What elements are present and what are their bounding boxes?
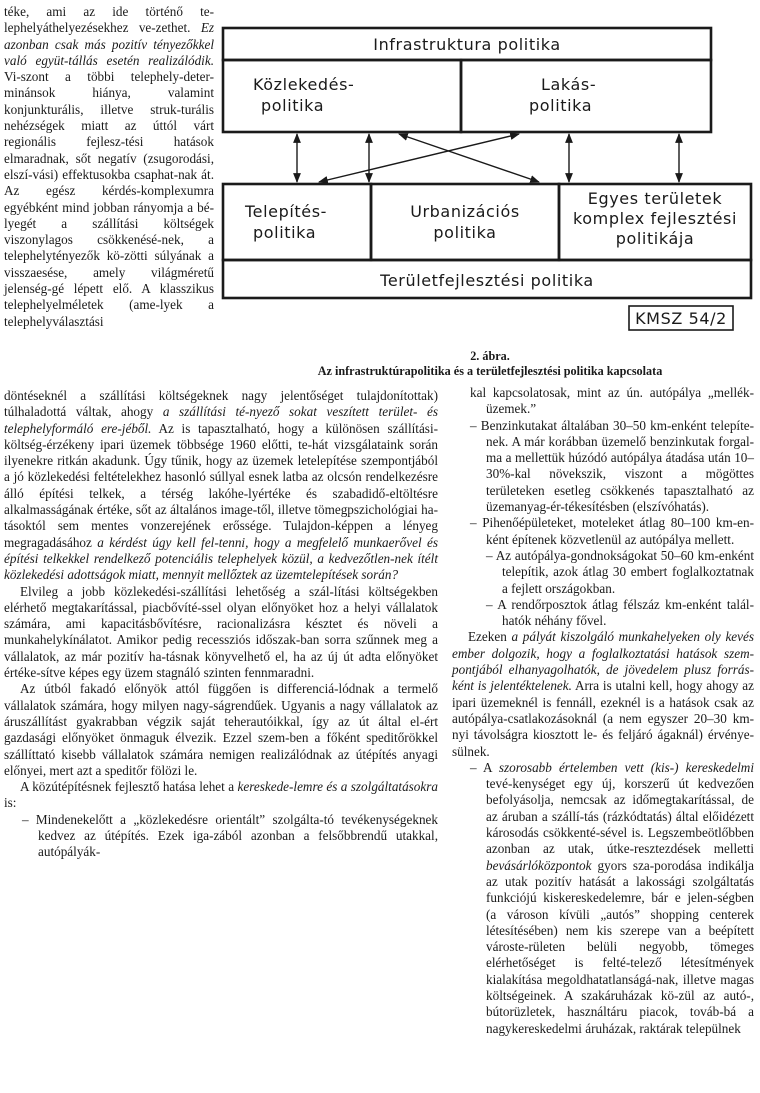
text-run: – A — [470, 759, 499, 775]
text-run: – A rendőrposztok átlag félszáz km-enként talál-hatók néhány fővel. — [486, 596, 754, 629]
list-item — [452, 385, 754, 418]
text-run: kal kapcsolatosak, mint az ún. autópálya „mellék-üzemek.” — [470, 385, 754, 417]
right-column — [452, 385, 754, 1037]
text-run: tevé-kenységet egy új, korszerű út kedvezően befolyásolja, nemcsak az időmegtakarítással, de az áruban a szállí-tás (rázkódtatás) által előidézett károsodás csökkenté-sével is. Legszembeötlőbben azonban az utak, útke-resztezdések melletti — [486, 776, 754, 857]
box-settlement — [223, 184, 371, 260]
text-run: téke, ami az ide történő te-lephelyáthelyezésekhez ve-zethet. — [4, 4, 214, 36]
text-run: – Mindenekelőtt a „közlekedésre orientált” szolgálta-tó tevékenységeknek kedvez az útépítés. Ezek iga-zából azonban a felsőbbrendű utakkal, autópályák- — [22, 811, 438, 860]
label-urbanization: Urbanizációs politika — [410, 202, 520, 242]
box-urbanization — [371, 184, 559, 260]
label-settlement: Telepítés-politika — [245, 202, 328, 242]
label-transport: Közlekedés-politika — [253, 75, 355, 115]
text-run: Vi-szont a többi telephely-deter-minánsok hiánya, valamint konjunkturális, illetve struk-turális nehézségek miatt az úttól várt regionális fejlesz-tési hatások elmaradnak, sőt negatív (zsugorodási, elszí-vási) effektusokba csaphat-nak át. Az egész kérdés-komplexumra egyébként mind jobban rányomja a bé-lyegét a szállítási költségek viszonylagos csökkenésé-nek, a telephelytényezők kö-zötti súlyának a visszaesése, amely világméretű jelenség-gé lépett elő. A klasszikus telephelyelméletek (ame-lyek a telephelyválasztási — [4, 69, 214, 329]
list-item — [452, 597, 754, 630]
paragraph — [452, 629, 754, 759]
emphasis-text: bevásárlóközpontok — [486, 857, 592, 873]
text-run: döntéseknél a szállítási költségeknek nagy jelentőséget tulajdonítottak) túlhaladottá váltak, ahogy — [4, 388, 438, 420]
text-run: Az útból fakadó előnyök attól függően is differenciá-lódnak a termelő vállalatok számára, hogy milyen nagy-ságrendűek. Ugyanis a nagy vállalatok az áruszállítást gyakrabban végzik saját teherautóikkal, így az út által el-ért gazdasági előnyöket önmaguk élvezik. Ezzel szem-ben a főként speditőrökkel szállíttató kisebb vállalatok számára nemigen realizálódnak az útépítés anyagi előnyei, mert azt a speditőr fölözi le. — [4, 681, 438, 778]
text-run: – Az autópálya-gondnokságokat 50–60 km-enként telepítik, azok átlag 30 embert foglalkoztatnak a fejlett országokban. — [486, 547, 754, 596]
emphasis-text: kereskede-lemre és a szolgáltatásokra — [237, 779, 438, 795]
figure-caption — [220, 349, 760, 378]
emphasis-text: szorosabb értelemben vett (kis-) kereskedelmi — [498, 759, 754, 775]
infrastructure-diagram — [219, 20, 759, 360]
list-item — [4, 812, 438, 861]
text-run: Elvileg a jobb közlekedési-szállítási lehetőség a szál-lítási költségekben elérhető megtakarítással, piacbővíté-ssel olyan előnyöket hoz a helyi vállalatok számára, ami kapacitásbővítésre, racionalizásra késztet és növeli a munkahelykínálatot. Amikor pedig recessziós időszak-ban sorra szűnnek meg a vállalatok, az már pozitív ha-tásnak könyvelhető el, ha az új út adta előnyöket értéke-sítve képes egy üzem stagnáló szinten fennmaradni. — [4, 583, 438, 681]
paragraph — [4, 681, 438, 779]
text-run: – Benzinkutakat általában 30–50 km-enként telepíte-nek. A már korábban üzemelő benzinkutak forgal-ma a mellettük húzódó autópálya átadása után 10–30%-kal növekszik, viszont a mögöttes területeken esetleg csökkenés tapasztalható az üzemanyag-ér-tékesítésben (elszívóhatás). — [470, 417, 754, 515]
left-column-bottom — [4, 388, 438, 861]
box-transport — [223, 60, 461, 132]
list-item — [452, 548, 754, 597]
list-item — [452, 515, 754, 548]
text-run: Az is tapasztalható, hogy a különösen szállítási-költség-érzékeny ipari üzemek többsége 1960 előtti, te-hát vizsgálataink során ilyenekre ritkán akadunk. Úgy tűnik, hogy az üzemek letelepítése szempontjából a jó közlekedési feltételekhez hasonló súllyal esnek latba az olcsón rendelkezésre álló építési telkek, a térség lakóhe-lyértékе és szabadidő-eltöltésre alkalmasságának értéke, sőt az általános image-től, illetve tömegpszichológiai ha-tásoktól sem mentes vonzerejének erőssége. Tulajdon-képpen a lényeg megragadásához — [4, 420, 438, 550]
code-stamp: KMSZ 54/2 — [635, 309, 727, 328]
label-infrastructure: Infrastruktura politika — [373, 35, 561, 54]
paragraph — [4, 584, 438, 682]
text-run: gyors sza-porodása indikálja az utak pozitív hatását a lakossági szolgáltatás funkciójú kiskereskedelemre, bár e jelen-ségben (a városon kívüli „autós” shopping centerek létesítésében) nem kis szerepe van a beépített városte-rületen belüli negyobb, tömeges elérhetőséget is felté-telező létesítmények kialakítása megoldhatatlanságá-nak, illetve magas költségeinek. A szakáruházak kö-zül az autó-, bútorüzletek, használtáru piacok, továb-bá a nagykereskedelmi áruházak, raktárak települnek — [486, 857, 754, 1036]
text-run: Ezeken — [468, 629, 512, 645]
label-complex-development: Egyes területek komplex fejlesztési politikája — [572, 189, 738, 248]
emphasis-text: a szállítási té-nyező sokat veszített terület- és telephelyformáló ere-jéből. — [4, 404, 438, 436]
diagram-arrows — [297, 134, 679, 182]
text-run: is: — [4, 795, 17, 811]
emphasis-text: Ez azonban csak más pozitív tényezőkkel való együt-tállás esetén realizálódik. — [4, 20, 214, 68]
emphasis-text: a kérdést úgy kell fel-tenni, hogy a megfelelő munkaerővel és építési telkekkel rendelkező potenciális telephelyek közül, a kedvezőtlen-nek ítélt közlekedési adottságok miatt, mennyit mellőztek az üzemtelepítések során? — [4, 534, 438, 583]
paragraph — [4, 4, 214, 330]
text-run: – Pihenőépületeket, moteleket átlag 80–100 km-en-ként építenek közvetlenül az autópálya mellett. — [470, 515, 754, 547]
caption-number: 2. ábra. — [470, 349, 510, 363]
list-item — [452, 418, 754, 516]
paragraph — [4, 388, 438, 584]
label-housing: Lakás-politika — [529, 75, 597, 115]
left-column-top — [4, 4, 214, 330]
text-run: A közútépítésnek fejlesztő hatása lehet a — [20, 779, 238, 795]
caption-title: Az infrastruktúrapolitika és a területfejlesztési politika kapcsolata — [317, 363, 663, 378]
list-item — [452, 760, 754, 1037]
paragraph — [4, 779, 438, 812]
label-regional-development: Területfejlesztési politika — [380, 271, 594, 290]
emphasis-text: a pályát kiszolgáló munkahelyeken oly kevés ember dolgozik, hogy a foglalkoztatási hatások szem-pontjából elhanyagolhatók, de jövedelem plusz forrás-ként is jelentéktelenek. — [452, 629, 754, 694]
text-run: Arra is utalni kell, hogy ahogy az ipari üzemeknél is fennáll, ezeknél is a hatások csak az autópálya-csatlakozásoknál (a nem egyszer 20–30 km-nyi távolságra kiosztott le- és feljáró ágaknál) érvénye-sülnek. — [452, 678, 754, 759]
